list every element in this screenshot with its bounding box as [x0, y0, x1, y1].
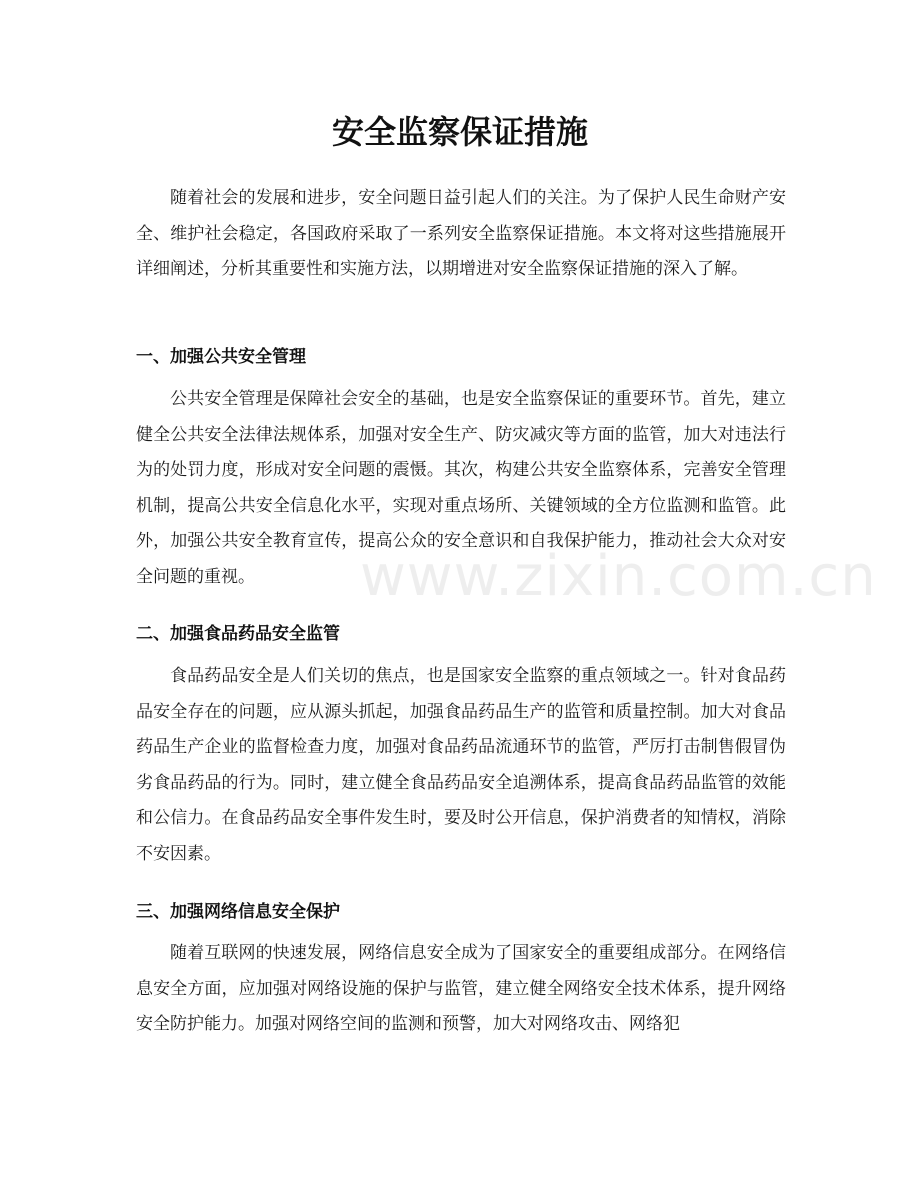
document-title: 安全监察保证措施: [331, 113, 588, 151]
intro-paragraph: 随着社会的发展和进步，安全问题日益引起人们的关注。为了保护人民生命财产安全、维护社会稳定，各国政府采取了一系列安全监察保证措施。本文将对这些措施展开详细阐述，分析其重要性和实施方法，以期增进对安全监察保证措施的深入了解。: [136, 188, 786, 279]
section-body-food-drug-safety: 食品药品安全是人们关切的焦点，也是国家安全监察的重点领域之一。针对食品药品安全存在的问题，应从源头抓起，加强食品药品生产的监管和质量控制。加大对食品药品生产企业的监督检查力度，加强对食品药品流通环节的监管，严厉打击制售假冒伪劣食品药品的行为。同时，建立健全食品药品安全追溯体系，提高食品药品监管的效能和公信力。在食品药品安全事件发生时，要及时公开信息，保护消费者的知情权，消除不安因素。: [136, 666, 786, 864]
watermark: www.zixin.com.cn: [360, 544, 877, 609]
section-heading-network-security: 三、加强网络信息安全保护: [136, 902, 340, 922]
section-body-public-safety: 公共安全管理是保障社会安全的基础，也是安全监察保证的重要环节。首先，建立健全公共安全法律法规体系，加强对安全生产、防灾减灾等方面的监管，加大对违法行为的处罚力度，形成对安全问题的震慑。其次，构建公共安全监察体系，完善安全管理机制，提高公共安全信息化水平，实现对重点场所、关键领域的全方位监测和监管。此外，加强公共安全教育宣传，提高公众的安全意识和自我保护能力，推动社会大众对安全问题的重视。: [136, 389, 786, 587]
section-heading-food-drug-safety: 二、加强食品药品安全监管: [136, 624, 340, 644]
section-body-network-security: 随着互联网的快速发展，网络信息安全成为了国家安全的重要组成部分。在网络信息安全方面，应加强对网络设施的保护与监管，建立健全网络安全技术体系，提升网络安全防护能力。加强对网络空间的监测和预警，加大对网络攻击、网络犯: [136, 943, 786, 1034]
section-heading-public-safety: 一、加强公共安全管理: [136, 347, 306, 367]
